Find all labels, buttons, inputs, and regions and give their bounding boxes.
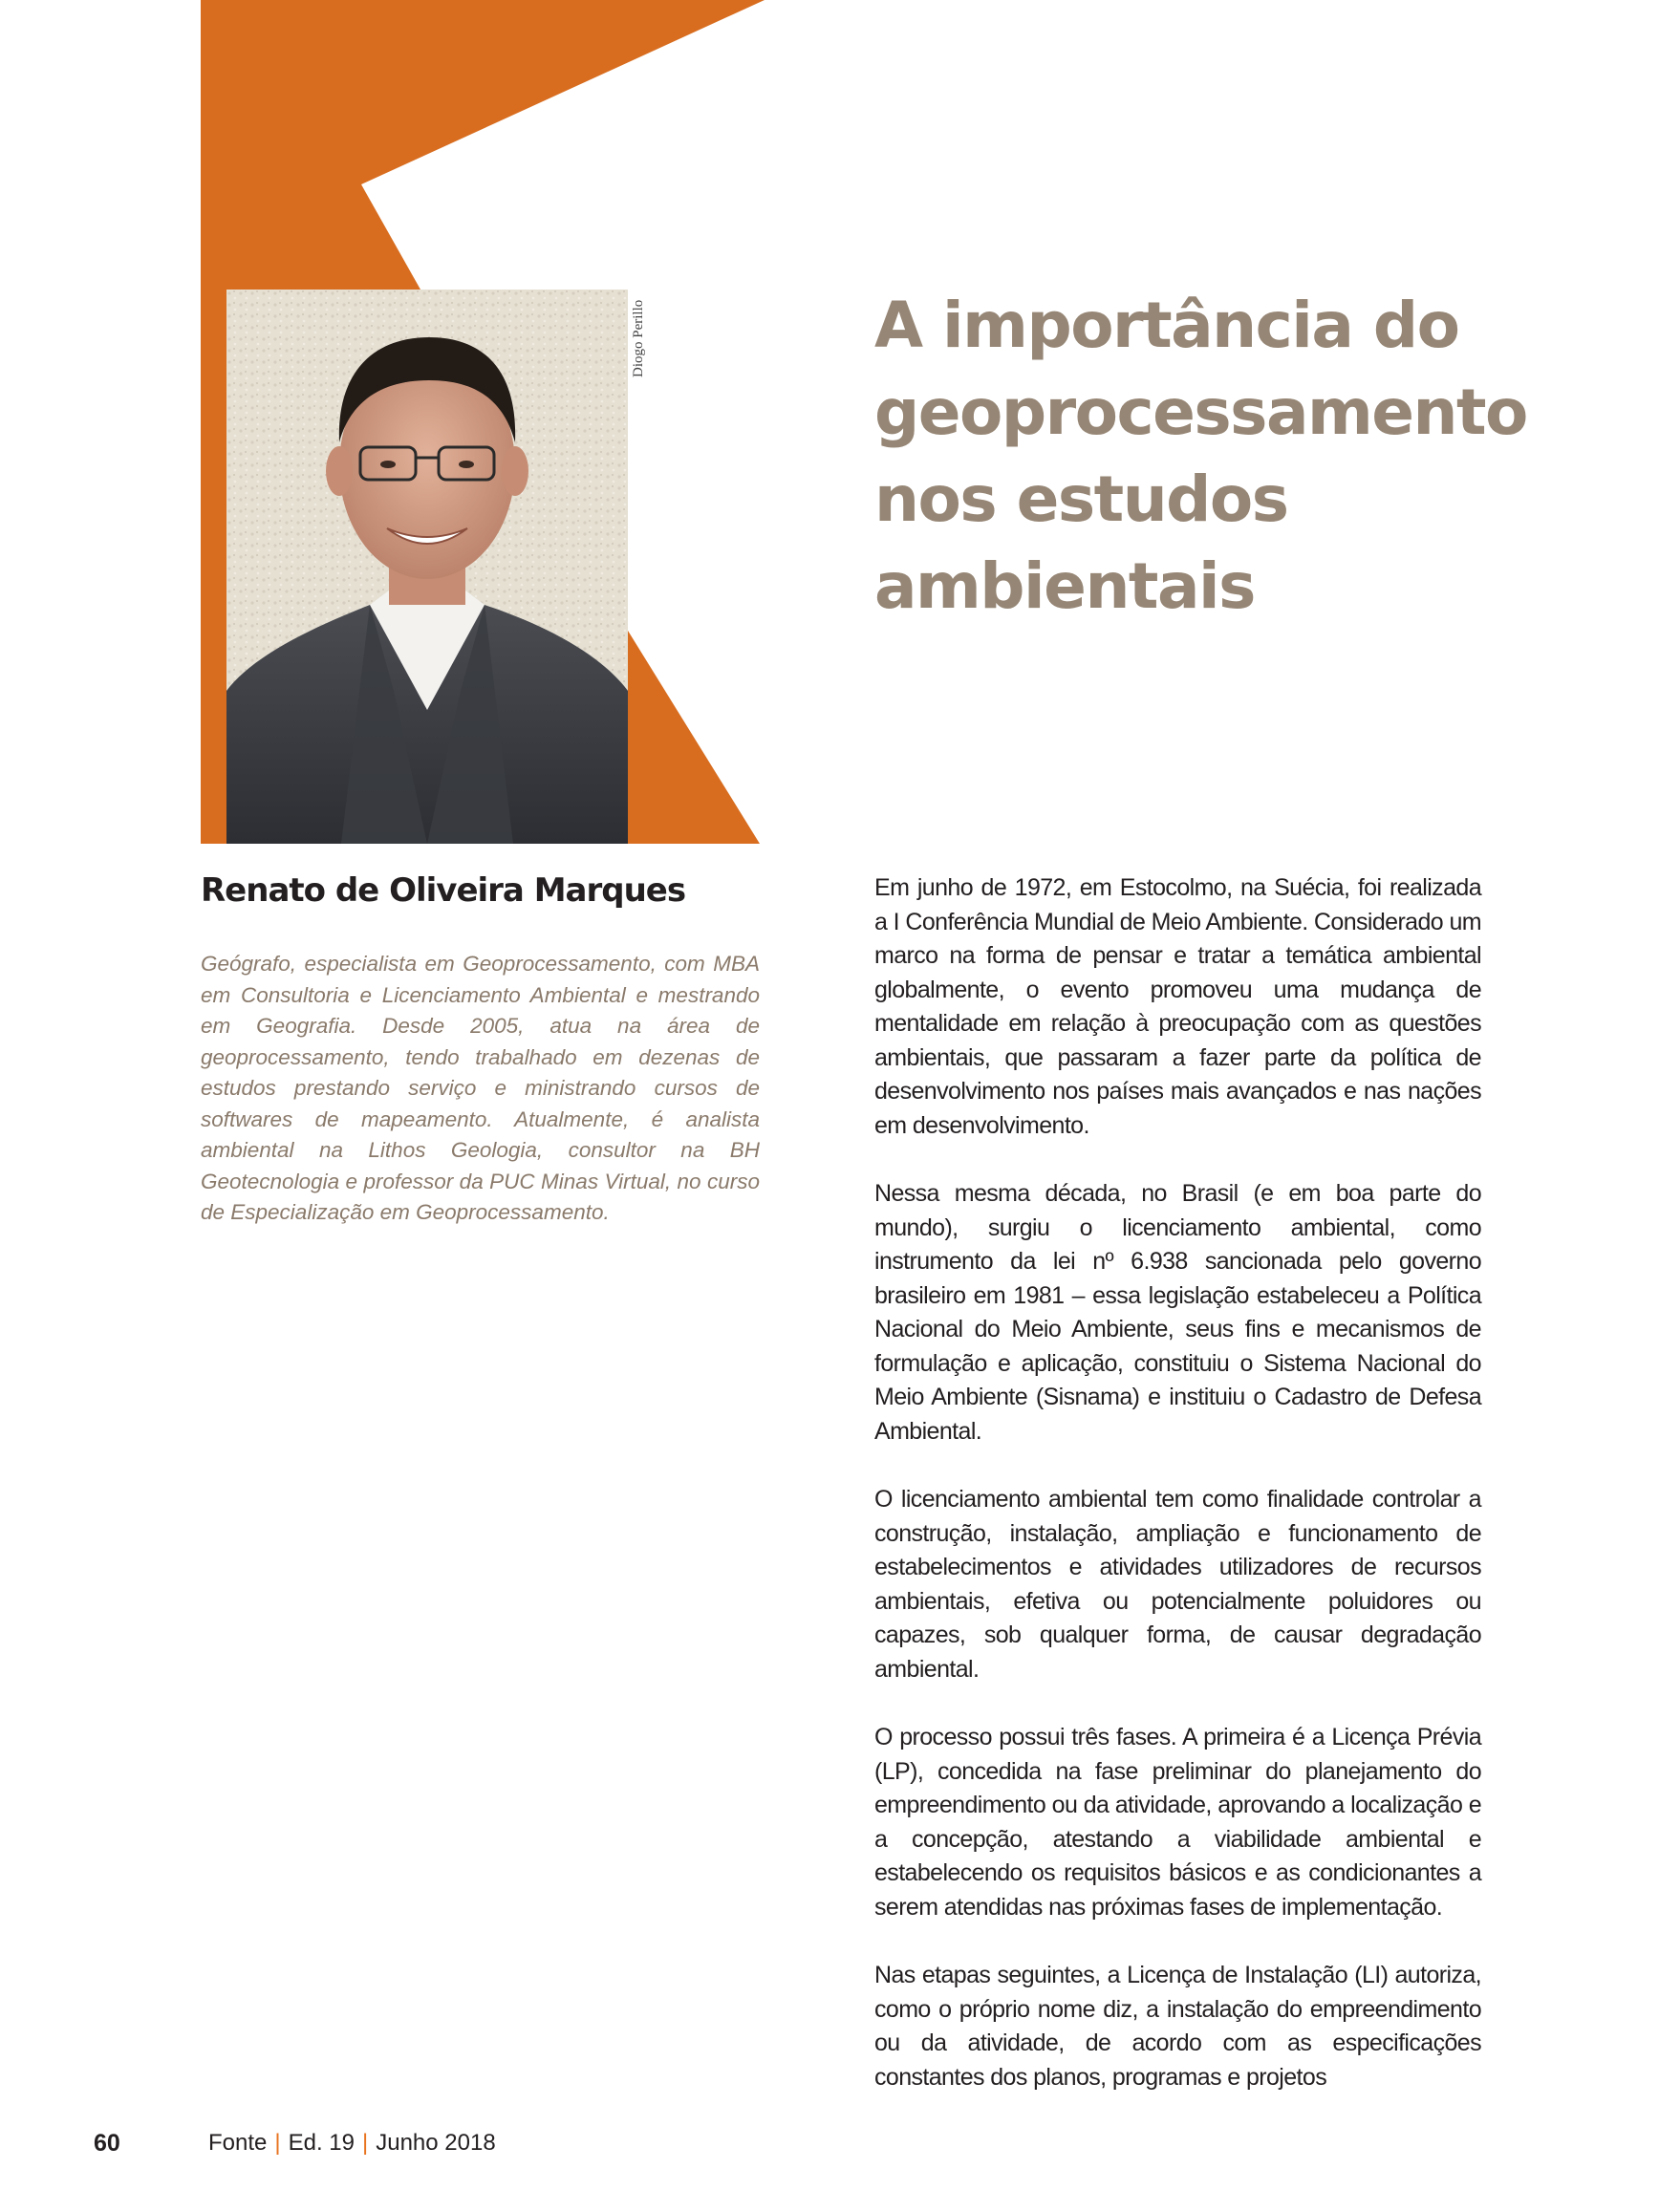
page-footer xyxy=(94,2126,496,2160)
footer-separator: | xyxy=(362,2130,369,2156)
article-paragraph: O licenciamento ambiental tem como finalidade controlar a construção, instalação, ampliação e funcionamento de estabelecimentos e atividades utilizadores de recursos ambientais, efetiva ou potencialmente poluidores ou capazes, sob qualquer forma, de causar degradação ambiental. xyxy=(874,1486,1481,1683)
article-paragraph: Nas etapas seguintes, a Licença de Instalação (LI) autoriza, como o próprio nome diz, a instalação do empreendimento ou da atividade, de acordo com as especificações constantes dos planos, programas e projetos xyxy=(874,1962,1481,2091)
edition-number: Ed. 19 xyxy=(288,2130,355,2156)
page-number: 60 xyxy=(94,2129,120,2157)
author-bio: Geógrafo, especialista em Geoprocessamento, com MBA em Consultoria e Licenciamento Ambiental e mestrando em Geografia. Desde 2005, atua na área de geoprocessamento, tendo trabalhado em dezenas de estudos prestando serviço e ministrando cursos de softwares de mapeamento. Atualmente, é analista ambiental na Lithos Geologia, consultor na BH Geotecnologia e professor da PUC Minas Virtual, no curso de Especialização em Geoprocessamento. xyxy=(201,952,760,1224)
publication-name: Fonte xyxy=(208,2130,268,2156)
article-title: A importância do geoprocessamento nos estudos ambientais xyxy=(874,289,1527,623)
article-paragraph: Em junho de 1972, em Estocolmo, na Suécia, foi realizada a I Conferência Mundial de Meio Ambiente. Considerado um marco na forma de pensar e tratar a temática ambiental globalmente, o evento promoveu uma mudança de mentalidade em relação à preocupação com as questões ambientais, que passaram a fazer parte da política de desenvolvimento nos países mais avançados e nas nações em desenvolvimento. xyxy=(874,874,1481,1139)
article-paragraph: O processo possui três fases. A primeira é a Licença Prévia (LP), concedida na fase preliminar do planejamento do empreendimento ou da atividade, aprovando a localização e a concepção, atestando a viabilidade ambiental e estabelecendo os requisitos básicos e as condicionantes a serem atendidas nas próximas fases de implementação. xyxy=(874,1724,1481,1921)
footer-separator: | xyxy=(274,2130,281,2156)
article-paragraph: Nessa mesma década, no Brasil (e em boa parte do mundo), surgiu o licenciamento ambiental, como instrumento da lei nº 6.938 sancionada pelo governo brasileiro em 1981 – essa legislação estabeleceu a Política Nacional do Meio Ambiente, seus fins e mecanismos de formulação e aplicação, constituiu o Sistema Nacional do Meio Ambiente (Sisnama) e instituiu o Cadastro de Defesa Ambiental. xyxy=(874,1180,1481,1445)
photo-credit: Diogo Perillo xyxy=(631,299,646,377)
article-body xyxy=(874,871,1481,2129)
author-photo xyxy=(226,290,628,844)
author-name: Renato de Oliveira Marques xyxy=(201,871,686,910)
publication-date: Junho 2018 xyxy=(376,2130,496,2156)
